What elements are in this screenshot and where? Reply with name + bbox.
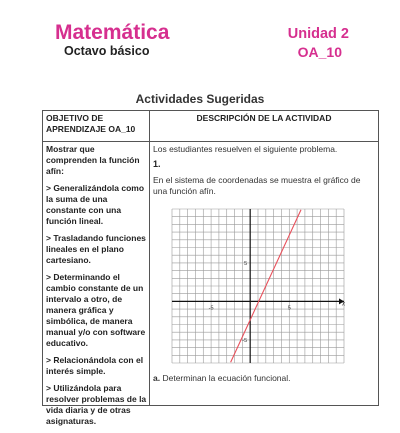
page-title: Matemática	[55, 21, 170, 44]
column-divider	[149, 111, 150, 405]
section-title: Actividades Sugeridas	[135, 92, 265, 106]
objective-item: > Relacionándola con el interés simple.	[46, 355, 144, 376]
question-text: Determinan la ecuación funcional.	[162, 373, 291, 383]
objective-list	[46, 144, 147, 433]
y-tick-label: -5	[242, 337, 248, 344]
activities-table	[42, 110, 379, 426]
x-tick-label: -5	[208, 305, 214, 312]
objective-item: > Trasladando funciones lineales en el plano cartesiano.	[46, 233, 146, 265]
description-column-header: DESCRIPCIÓN DE LA ACTIVIDAD	[196, 113, 332, 123]
header-divider	[43, 141, 378, 142]
oa-label: OA_10	[297, 44, 342, 60]
x-tick-label: 5	[287, 305, 291, 312]
question	[153, 373, 291, 383]
problem-number: 1.	[153, 159, 161, 169]
grade-label: Octavo básico	[64, 44, 150, 58]
objective-column-header: OBJETIVO DE APRENDIZAJE OA_10	[46, 113, 136, 134]
objective-item: > Generalizándola como la suma de una constante con una función lineal.	[46, 183, 145, 226]
problem-text: En el sistema de coordenadas se muestra el gráfico de una función afín.	[153, 175, 361, 196]
function-graph	[170, 207, 346, 365]
objective-item: Mostrar que comprenden la función afín:	[46, 144, 140, 176]
objective-item: > Utilizándola para resolver problemas de la vida diaria y de otras asignaturas.	[46, 383, 147, 426]
activity-intro: Los estudiantes resuelven el siguiente problema.	[153, 144, 338, 154]
unit-label: Unidad 2	[287, 26, 349, 42]
objective-item: > Determinando el cambio constante de un intervalo a otro, de manera gráfica y simbólica, de manera manual y/o con software educativo.	[46, 272, 146, 348]
x-axis-label: x	[342, 299, 346, 308]
question-letter: a.	[153, 373, 161, 383]
y-tick-label: 5	[244, 260, 248, 267]
